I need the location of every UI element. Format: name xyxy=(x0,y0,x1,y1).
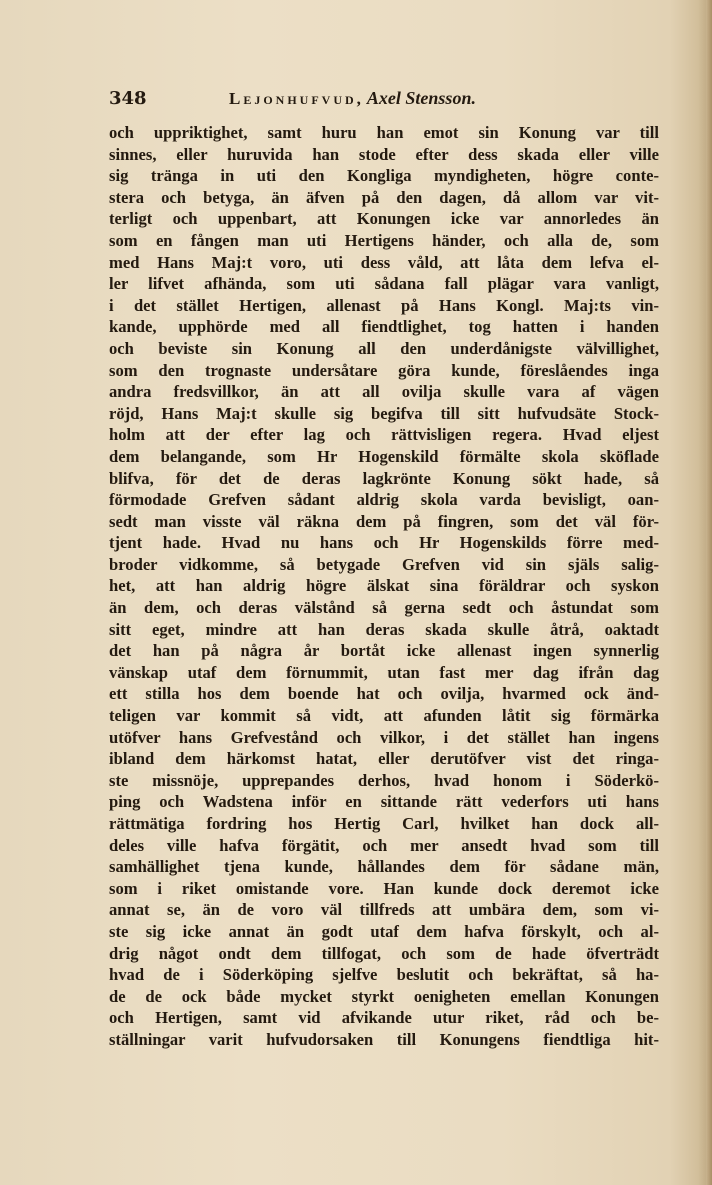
text-line: ler lifvet afhända, som uti sådana fall plägar vara vanligt, xyxy=(109,274,659,294)
text-line: deles ville hafva förgätit, och mer ansedt hvad som till xyxy=(109,835,659,855)
text-line: än dem, och deras välstånd så gerna sedt och åstundat som xyxy=(109,598,659,618)
text-line: broder vidkomme, så betygade Grefven vid sin själs salig- xyxy=(109,554,659,574)
text-line: ste missnöje, upprepandes derhos, hvad honom i Söderkö- xyxy=(109,770,659,790)
text-line: rättmätiga fordring hos Hertig Carl, hvilket han dock all- xyxy=(109,814,659,833)
text-line: ett stilla hos dem boende hat och ovilja, hvarmed ock änd- xyxy=(109,684,659,704)
text-line: de de ock både mycket styrkt oenigheten emellan Konungen xyxy=(109,986,659,1006)
text-line: och Hertigen, samt vid afvikande utur riket, råd och be- xyxy=(109,1008,659,1028)
running-head-subject: Axel Stensson. xyxy=(366,88,476,108)
text-line: ping och Wadstena inför en sittande rätt vederfors uti hans xyxy=(109,792,659,812)
text-line: sig tränga in uti den Kongliga myndigheten, högre conte- xyxy=(109,166,659,186)
text-line: holm att der efter lag och rättvisligen regera. Hvad eljest xyxy=(109,425,659,445)
text-line: ställningar varit hufvudorsaken till Konungens fiendtliga hit- xyxy=(109,1029,659,1049)
text-line: ibland dem härkomst hatat, eller derutöfver vist det ringa- xyxy=(109,749,659,769)
text-line: tjent hade. Hvad nu hans och Hr Hogenskilds förre med- xyxy=(109,533,659,553)
text-line: vänskap utaf dem förnummit, utan fast mer dag ifrån dag xyxy=(109,662,659,682)
text-line: andra fredsvillkor, än att all ovilja skulle vara af vägen xyxy=(109,382,659,402)
text-line: som den trognaste undersåtare göra kunde, föreslåendes inga xyxy=(109,360,659,380)
text-line: som en fången man uti Hertigens händer, och alla de, som xyxy=(109,230,659,250)
text-line: röjd, Hans Maj:t skulle sig begifva till sitt hufvudsäte Stock- xyxy=(109,403,659,423)
page-number: 348 xyxy=(109,88,147,109)
text-line: sedt man visste väl räkna dem på fingren, som det väl för- xyxy=(109,511,659,531)
text-line: och uppriktighet, samt huru han emot sin Konung var till xyxy=(109,123,659,142)
text-line: förmodade Grefven sådant aldrig skola varda bevisligt, oan- xyxy=(109,490,659,510)
body-text xyxy=(109,122,659,1051)
text-line: det han på några år bortåt icke allenast ingen synnerlig xyxy=(109,641,659,661)
text-line: kande, upphörde med all fiendtlighet, tog hatten i handen xyxy=(109,317,659,337)
text-line: utöfver hans Grefvestånd och vilkor, i det stället han ingens xyxy=(109,727,659,747)
text-line: annat se, än de voro väl tillfreds att umbära dem, som vi- xyxy=(109,900,659,920)
text-line: terligt och uppenbart, att Konungen icke var annorledes än xyxy=(109,209,659,229)
text-line: samhällighet tjena kunde, hållandes dem för sådane män, xyxy=(109,857,659,877)
text-line: drig något ondt dem tillfogat, och som de hade öfverträdt xyxy=(109,943,659,963)
running-head-name: Lejonhufvud xyxy=(229,89,357,108)
text-line: i det stället Hertigen, allenast på Hans Kongl. Maj:ts vin- xyxy=(109,295,659,315)
text-line: ste sig icke annat än godt utaf dem hafva förskylt, och al- xyxy=(109,921,659,941)
text-line: dem belangande, som Hr Hogenskild förmälte skola sköflade xyxy=(109,446,659,466)
text-line: stera och betyga, än äfven på den dagen, då allom var vit- xyxy=(109,187,659,207)
text-line: hvad de i Söderköping sjelfve beslutit och bekräftat, så ha- xyxy=(109,965,659,985)
text-line: sitt eget, mindre att han deras skada skulle åtrå, oaktadt xyxy=(109,619,659,639)
text-line: som i riket omistande vore. Han kunde dock deremot icke xyxy=(109,878,659,898)
running-head-separator: , xyxy=(356,89,361,108)
text-line: och beviste sin Konung all den underdånigste välvillighet, xyxy=(109,338,659,358)
text-line: sinnes, eller huruvida han stode efter dess skada eller ville xyxy=(109,144,659,164)
text-line: med Hans Maj:t voro, uti dess våld, att låta dem lefva el- xyxy=(109,252,659,272)
text-line: blifva, för det de deras lagkrönte Konung sökt hade, så xyxy=(109,468,659,488)
text-line: het, att han aldrig högre älskat sina föräldrar och syskon xyxy=(109,576,659,596)
page-edge xyxy=(706,0,712,1185)
text-line: teligen var kommit så vidt, att afunden låtit sig förmärka xyxy=(109,706,659,726)
running-header xyxy=(109,88,659,114)
